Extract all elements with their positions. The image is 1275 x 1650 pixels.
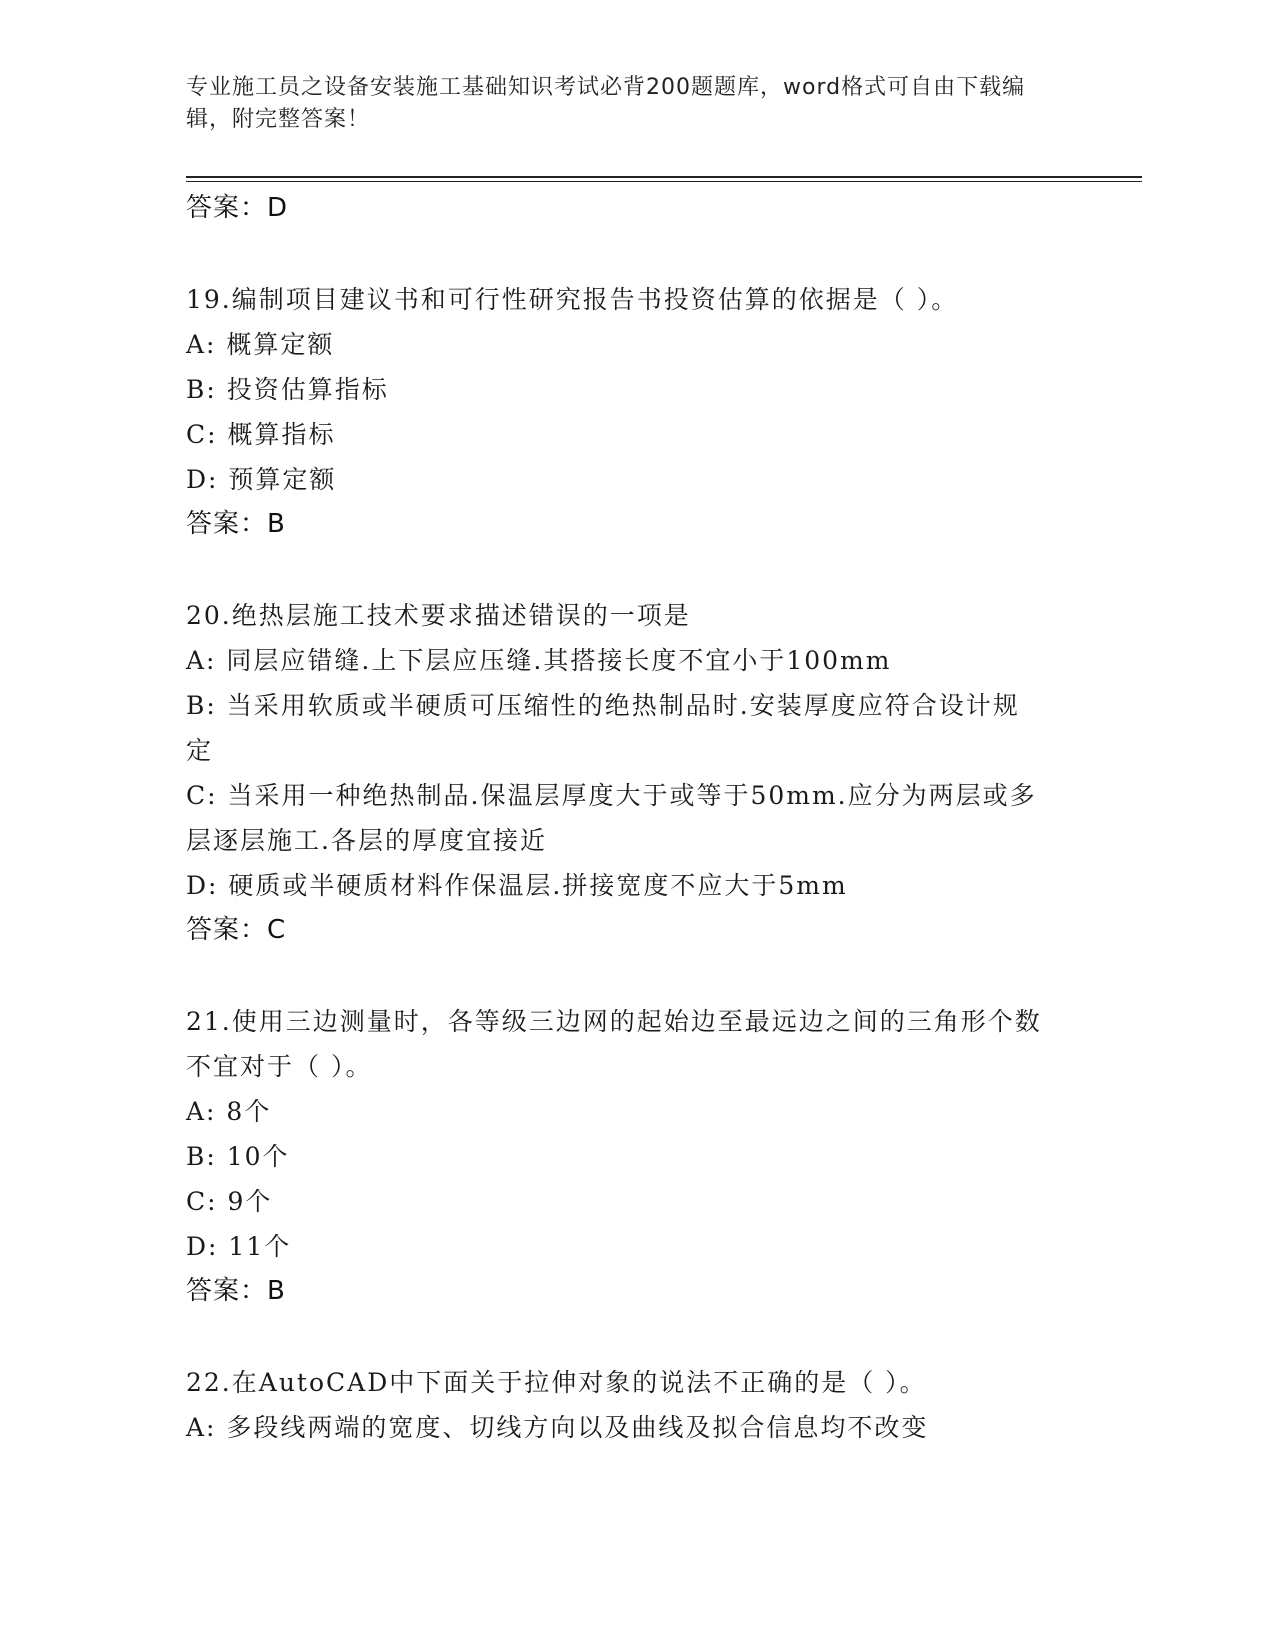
header-rule-thick xyxy=(186,176,1142,178)
option-c: C: 9个 xyxy=(186,1187,273,1216)
answer-line: 答案：C xyxy=(186,915,287,945)
question-list xyxy=(186,186,1086,1450)
option-d: D: 11个 xyxy=(186,1232,292,1261)
option-a: A: 8个 xyxy=(186,1097,272,1126)
question-block xyxy=(186,593,1086,953)
option-c: C: 当采用一种绝热制品.保温层厚度大于或等于50mm.应分为两层或多层逐层施工.各层的厚度宜接近 xyxy=(186,781,1037,855)
option-b: B: 10个 xyxy=(186,1142,290,1171)
option-b: B: 投资估算指标 xyxy=(186,375,389,404)
question-block xyxy=(186,1360,1086,1450)
option-c: C: 概算指标 xyxy=(186,420,336,449)
option-d: D: 硬质或半硬质材料作保温层.拼接宽度不应大于5mm xyxy=(186,871,848,900)
question-stem: 21.使用三边测量时，各等级三边网的起始边至最远边之间的三角形个数不宜对于（ ）。 xyxy=(186,1007,1042,1081)
question-block xyxy=(186,277,1086,547)
answer-line: 答案：B xyxy=(186,1276,286,1306)
option-a: A: 同层应错缝.上下层应压缝.其搭接长度不宜小于100mm xyxy=(186,646,892,675)
option-d: D: 预算定额 xyxy=(186,465,337,494)
header-rule-thin xyxy=(186,181,1142,182)
option-a: A: 概算定额 xyxy=(186,330,335,359)
question-stem: 19.编制项目建议书和可行性研究报告书投资估算的依据是（ ）。 xyxy=(186,285,959,314)
question-block xyxy=(186,999,1086,1314)
question-stem: 20.绝热层施工技术要求描述错误的一项是 xyxy=(186,601,691,630)
question-stem: 22.在AutoCAD中下面关于拉伸对象的说法不正确的是（ ）。 xyxy=(186,1368,927,1397)
document-header: 专业施工员之设备安装施工基础知识考试必背200题题库，word格式可自由下载编辑，附完整答案！ xyxy=(186,75,1026,132)
option-a: A: 多段线两端的宽度、切线方向以及曲线及拟合信息均不改变 xyxy=(186,1413,929,1442)
answer-line: 答案：B xyxy=(186,509,286,539)
answer-line: 答案：D xyxy=(186,193,289,223)
option-b: B: 当采用软质或半硬质可压缩性的绝热制品时.安装厚度应符合设计规定 xyxy=(186,691,1020,765)
